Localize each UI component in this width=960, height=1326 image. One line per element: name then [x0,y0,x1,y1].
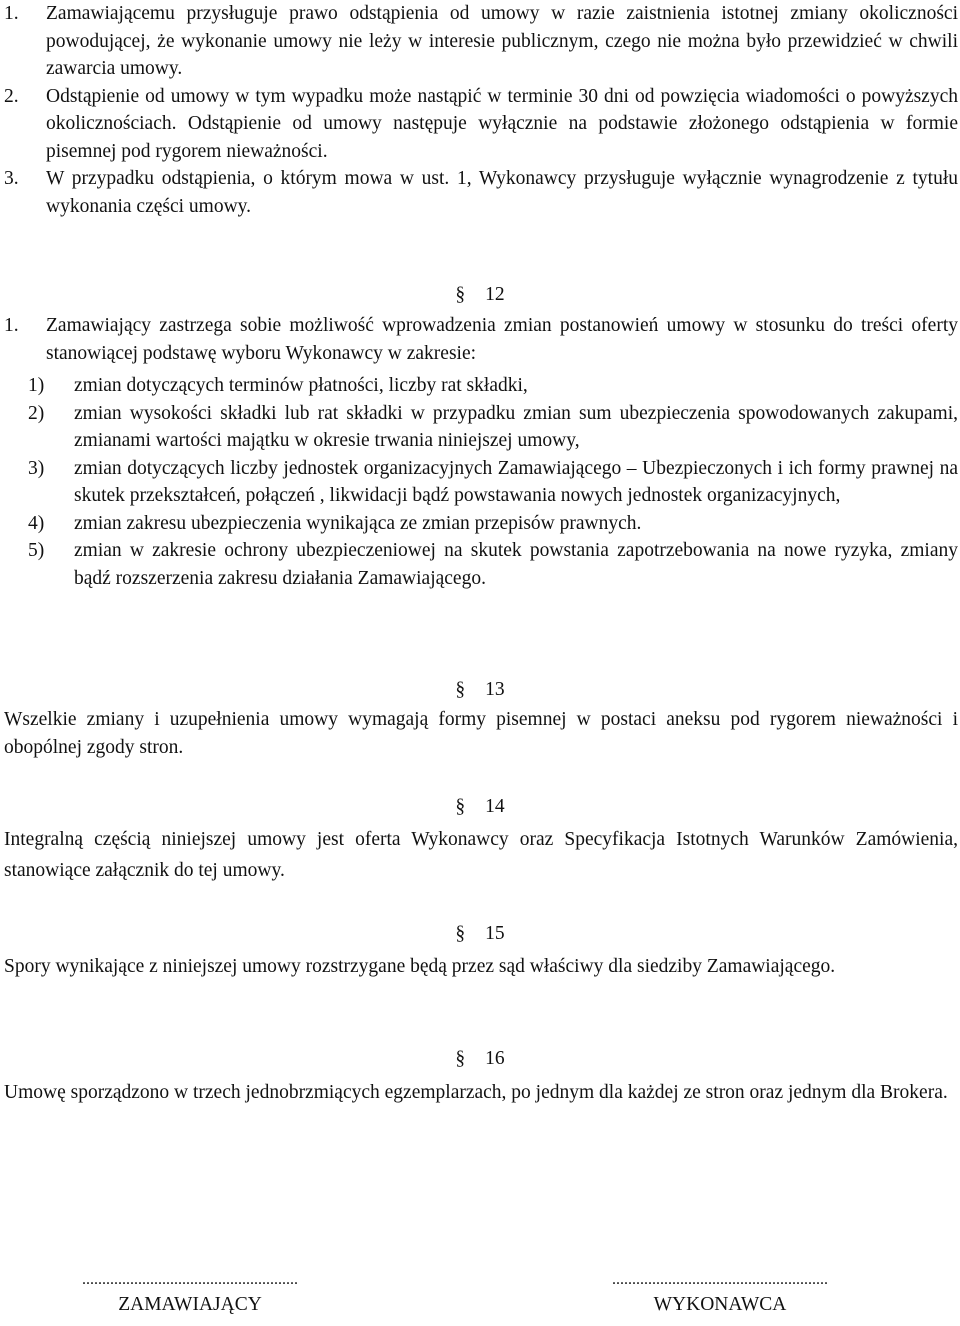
item-number: 2) [28,402,45,424]
section-heading-15 [0,922,960,946]
list-item [4,165,958,220]
list-item [4,400,958,455]
list-item [4,537,958,592]
list-item [4,455,958,510]
item-number: 5) [28,540,45,561]
item-number: 1) [28,375,45,396]
section-sign: § [455,796,466,817]
signature-line: ...................................................... [612,1271,828,1288]
list-item [4,510,958,538]
section-16-text: Umowę sporządzono w trzech jednobrzmiących egzemplarzach, po jednym dla każdej ze stron oraz jednym dla Brokera. [4,1082,948,1103]
list-item [4,312,958,367]
item-text: zmian wysokości składki lub rat składki w przypadku zmian sum ubezpieczenia spowodowanych zakupami, zmianami wartości majątku w okresie trwania niniejszej umowy, [74,402,958,451]
item-number: 1. [4,315,19,336]
section-13-text: Wszelkie zmiany i uzupełnienia umowy wymagają formy pisemnej w postaci aneksu pod rygorem nieważności i obopólnej zgody stron. [4,709,958,758]
item-text: zmian zakresu ubezpieczenia wynikająca ze zmian przepisów prawnych. [74,512,642,534]
section-sign: § [455,923,466,944]
item-number: 4) [28,512,45,534]
section-14-text: Integralną częścią niniejszej umowy jest oferta Wykonawcy oraz Specyfikacja Istotnych Warunków Zamówienia, stanowiące załącznik do tej umowy. [4,829,958,881]
section-number: 14 [485,796,505,817]
section-12-body [4,312,958,367]
section-heading-12 [0,283,960,307]
list-item [4,372,958,400]
item-text: zmian dotyczących terminów płatności, liczby rat składki, [74,375,528,396]
signature-line: ...................................................... [82,1271,298,1288]
section-number: 16 [485,1048,505,1069]
item-number: 3) [28,457,45,479]
item-text: zmian dotyczących liczby jednostek organizacyjnych Zamawiającego – Ubezpieczonych i ich formy prawnej na skutek przekształceń, połączeń , likwidacji bądź powstawania nowych jednostek organizacyjnych, [74,457,958,506]
item-text: W przypadku odstąpienia, o którym mowa w ust. 1, Wykonawcy przysługuje wyłącznie wynagrodzenie z tytułu wykonania części umowy. [46,168,958,217]
item-text: zmian w zakresie ochrony ubezpieczeniowej na skutek powstania zapotrzebowania na nowe ryzyka, zmiany bądź rozszerzenia zakresu działania Zamawiającego. [74,540,958,589]
section-heading-13 [0,678,960,702]
list-item [4,83,958,166]
item-text: Zamawiający zastrzega sobie możliwość wprowadzenia zmian postanowień umowy w stosunku do treści oferty stanowiącej podstawę wyboru Wykonawcy w zakresie: [46,315,958,364]
item-number: 3. [4,168,19,189]
section-number: 13 [485,679,505,700]
section-sign: § [455,284,466,305]
item-number: 1. [4,3,19,24]
section-number: 12 [485,284,505,305]
intro-list [4,0,958,220]
item-text: Odstąpienie od umowy w tym wypadku może nastąpić w terminie 30 dni od powzięcia wiadomości o powyższych okolicznościach. Odstąpienie od umowy następuje wyłącznie na podstawie złożonego odstąpienia w formie pisemnej pod rygorem nieważności. [46,85,958,162]
section-heading-16 [0,1047,960,1071]
section-sign: § [455,679,466,700]
signature-right [560,1270,880,1320]
section-15-text: Spory wynikające z niniejszej umowy rozstrzygane będą przez sąd właściwy dla siedziby Zamawiającego. [4,956,836,977]
item-number: 2. [4,85,19,107]
item-text: Zamawiającemu przysługuje prawo odstąpienia od umowy w razie zaistnienia istotnej zmiany okoliczności powodującej, że wykonanie umowy nie leży w interesie publicznym, czego nie można było przewidzieć w chwili zawarcia umowy. [46,3,958,79]
list-item [4,0,958,83]
section-heading-14 [0,795,960,819]
signature-label-left: ZAMAWIAJĄCY [118,1294,262,1315]
section-12-sublist [4,372,958,592]
section-number: 15 [485,923,505,944]
section-sign: § [455,1048,466,1069]
signature-left [30,1270,350,1320]
signature-label-right: WYKONAWCA [653,1294,787,1315]
